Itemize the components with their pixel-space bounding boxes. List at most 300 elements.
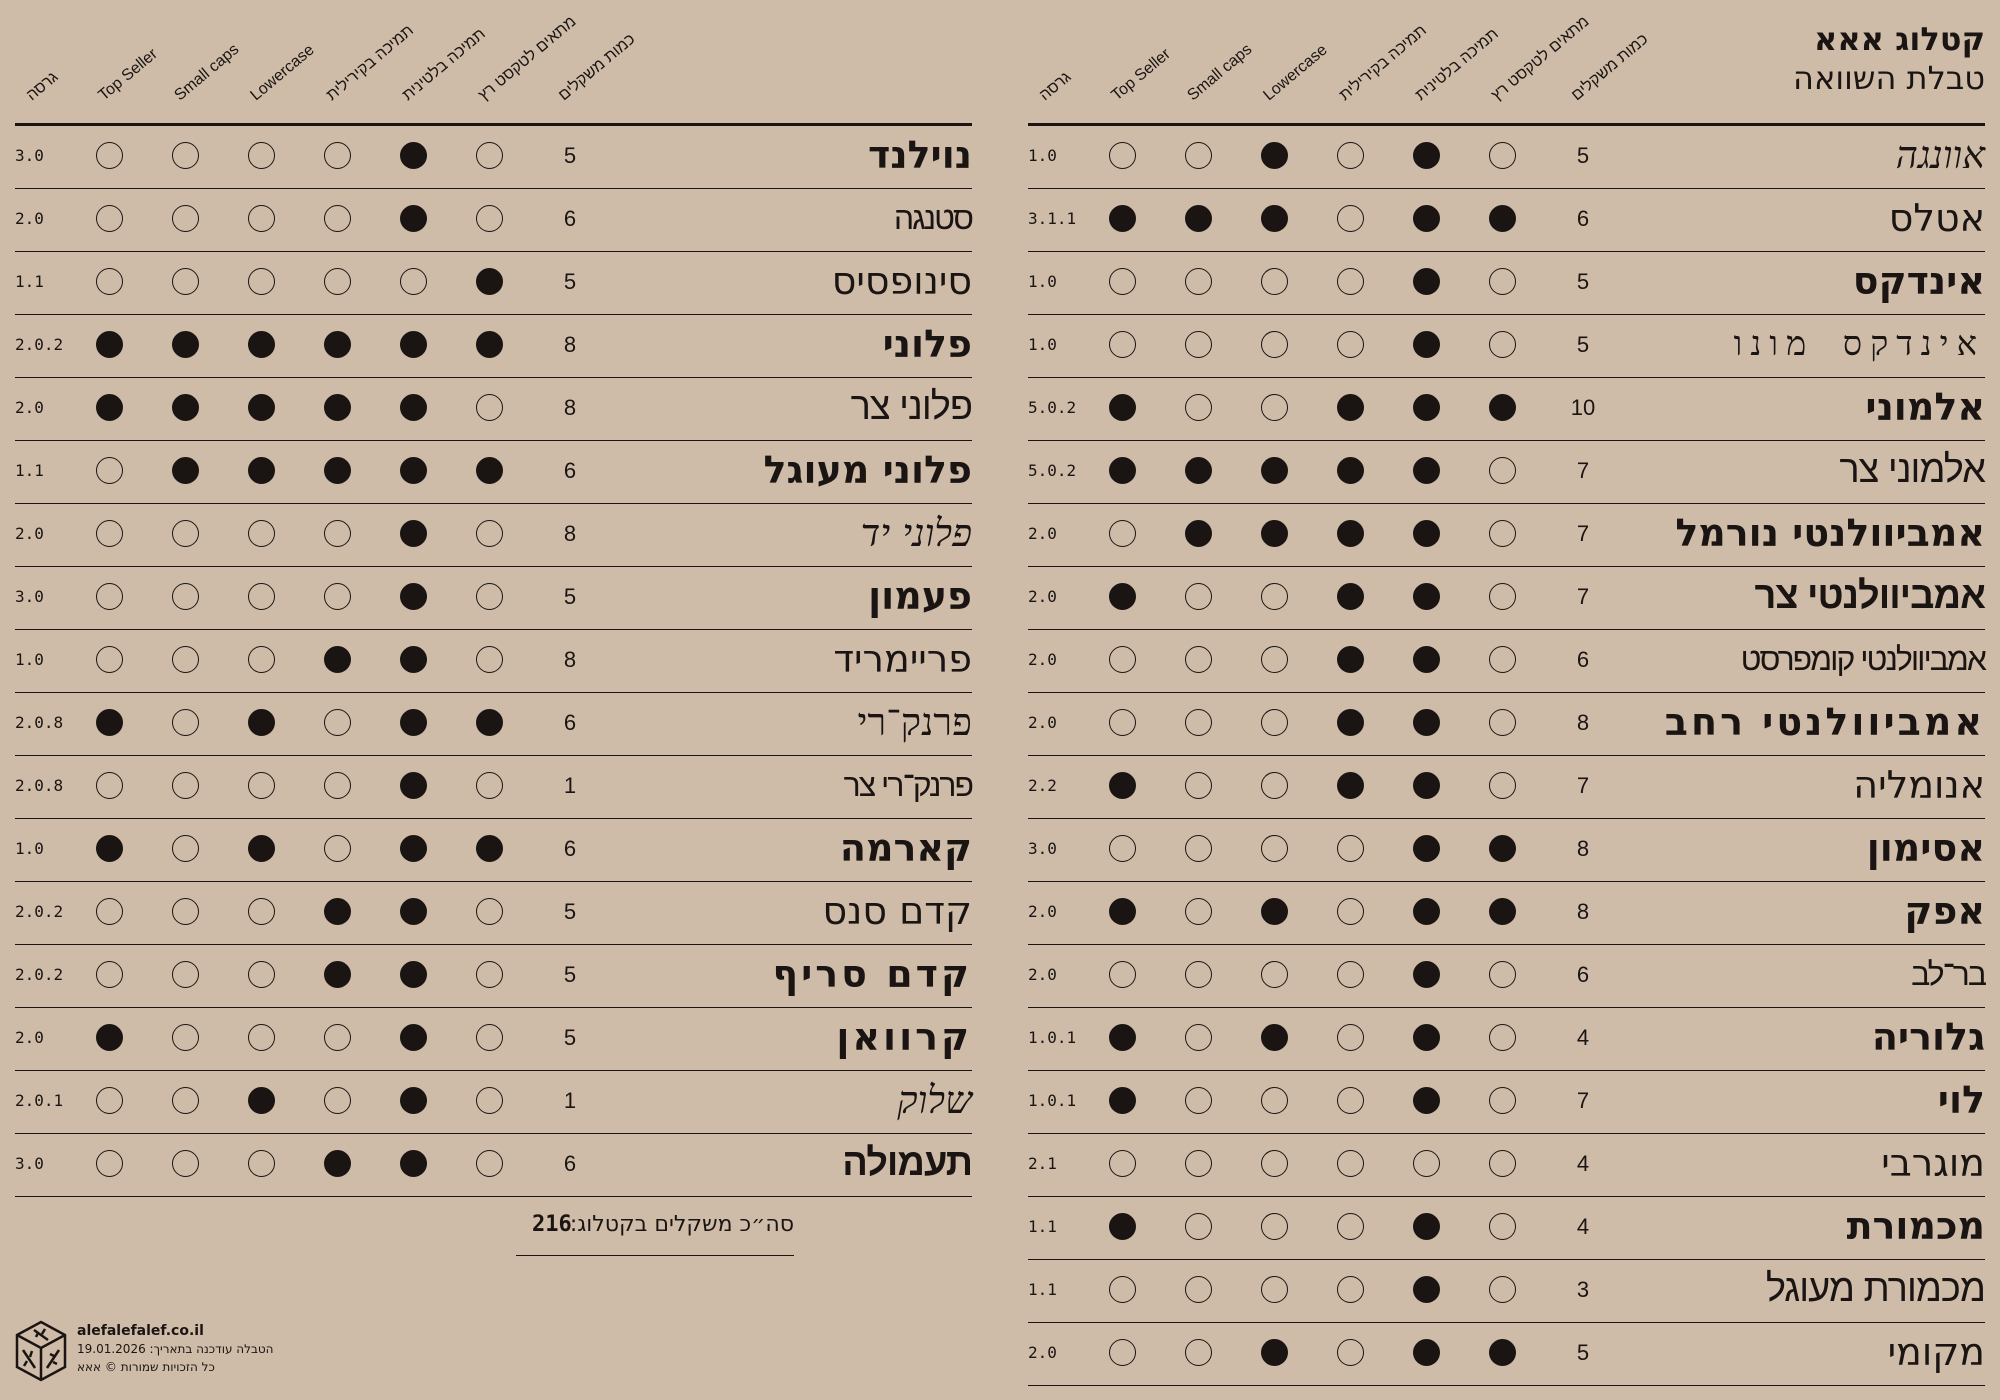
version-cell: 2.0.2 xyxy=(15,902,64,921)
version-cell: 1.0 xyxy=(1028,335,1057,354)
table-row xyxy=(1028,1197,1985,1260)
empty-circle-icon xyxy=(96,646,123,673)
filled-circle-icon xyxy=(1337,457,1364,484)
footer-updated-date: 19.01.2026 xyxy=(77,1342,146,1356)
empty-circle-icon xyxy=(172,961,199,988)
weights-count: 8 xyxy=(1576,836,1590,861)
version-cell: 1.1 xyxy=(1028,1280,1057,1299)
empty-circle-icon xyxy=(1337,1087,1364,1114)
weights-count: 5 xyxy=(563,269,577,294)
empty-circle-icon xyxy=(96,457,123,484)
empty-circle-icon xyxy=(172,1087,199,1114)
filled-circle-icon xyxy=(96,835,123,862)
table-row xyxy=(1028,756,1985,819)
empty-circle-icon xyxy=(1185,268,1212,295)
empty-circle-icon xyxy=(1185,1339,1212,1366)
table-row xyxy=(15,1008,972,1071)
empty-circle-icon xyxy=(476,961,503,988)
weights-count: 7 xyxy=(1576,521,1590,546)
column-header-label: כמות משקלים xyxy=(555,30,639,105)
empty-circle-icon xyxy=(248,1024,275,1051)
filled-circle-icon xyxy=(1413,646,1440,673)
font-name[interactable]: פרנק־רי xyxy=(857,700,972,744)
empty-circle-icon xyxy=(96,772,123,799)
filled-circle-icon xyxy=(1109,772,1136,799)
empty-circle-icon xyxy=(324,1087,351,1114)
weights-count: 1 xyxy=(563,1088,577,1113)
font-name[interactable]: שלוק xyxy=(897,1078,972,1122)
weights-count: 8 xyxy=(563,332,577,357)
weights-count: 10 xyxy=(1570,395,1596,420)
version-cell: 3.0 xyxy=(15,587,44,606)
empty-circle-icon xyxy=(1185,835,1212,862)
filled-circle-icon xyxy=(1413,1087,1440,1114)
filled-circle-icon xyxy=(476,835,503,862)
footer-updated xyxy=(77,1340,274,1358)
filled-circle-icon xyxy=(248,709,275,736)
table-row xyxy=(15,819,972,882)
filled-circle-icon xyxy=(1185,457,1212,484)
version-cell: 2.0 xyxy=(1028,902,1057,921)
filled-circle-icon xyxy=(1261,142,1288,169)
empty-circle-icon xyxy=(1185,142,1212,169)
empty-circle-icon xyxy=(96,268,123,295)
empty-circle-icon xyxy=(1185,961,1212,988)
version-cell: 2.0.8 xyxy=(15,776,64,795)
empty-circle-icon xyxy=(172,583,199,610)
column-header-label: תמיכה בלטינית xyxy=(1412,25,1502,105)
weights-count: 7 xyxy=(1576,584,1590,609)
table-row xyxy=(15,882,972,945)
font-name[interactable]: אנומליה xyxy=(1853,763,1985,807)
font-name[interactable]: פלוני מעוגל xyxy=(763,448,972,492)
table-row xyxy=(15,315,972,378)
font-name[interactable]: פלוני יד xyxy=(860,511,972,555)
table-row xyxy=(15,126,972,189)
total-label: סה״כ משקלים בקטלוג: xyxy=(569,1212,794,1237)
filled-circle-icon xyxy=(1109,898,1136,925)
empty-circle-icon xyxy=(1489,331,1516,358)
empty-circle-icon xyxy=(476,1024,503,1051)
filled-circle-icon xyxy=(1413,268,1440,295)
version-cell: 1.0.1 xyxy=(1028,1091,1077,1110)
table-row xyxy=(1028,252,1985,315)
weights-count: 8 xyxy=(563,521,577,546)
column-header-label: גרסה xyxy=(1036,68,1075,105)
font-name[interactable]: פלוני xyxy=(882,322,972,366)
column-header-label: Lowercase xyxy=(247,41,318,105)
empty-circle-icon xyxy=(1489,520,1516,547)
filled-circle-icon xyxy=(96,709,123,736)
version-cell: 2.1 xyxy=(1028,1154,1057,1173)
filled-circle-icon xyxy=(400,1150,427,1177)
version-cell: 1.0 xyxy=(15,650,44,669)
empty-circle-icon xyxy=(1337,142,1364,169)
table-row xyxy=(1028,378,1985,441)
empty-circle-icon xyxy=(1261,268,1288,295)
empty-circle-icon xyxy=(96,142,123,169)
empty-circle-icon xyxy=(1261,583,1288,610)
table-row xyxy=(15,1134,972,1197)
filled-circle-icon xyxy=(476,331,503,358)
filled-circle-icon xyxy=(324,457,351,484)
version-cell: 3.0 xyxy=(15,146,44,165)
filled-circle-icon xyxy=(1413,520,1440,547)
weights-count: 4 xyxy=(1576,1151,1590,1176)
filled-circle-icon xyxy=(1489,394,1516,421)
empty-circle-icon xyxy=(248,646,275,673)
empty-circle-icon xyxy=(1185,772,1212,799)
column-header-label: תמיכה בלטינית xyxy=(399,25,489,105)
filled-circle-icon xyxy=(1337,583,1364,610)
empty-circle-icon xyxy=(476,520,503,547)
font-name[interactable]: פרנק־רי צר xyxy=(843,767,972,803)
empty-circle-icon xyxy=(96,1150,123,1177)
version-cell: 2.0 xyxy=(1028,713,1057,732)
version-cell: 2.0 xyxy=(15,398,44,417)
empty-circle-icon xyxy=(1185,1024,1212,1051)
weights-count: 8 xyxy=(1576,899,1590,924)
empty-circle-icon xyxy=(1185,709,1212,736)
weights-count: 8 xyxy=(563,647,577,672)
font-name[interactable]: אלמוני xyxy=(1865,385,1985,429)
empty-circle-icon xyxy=(96,961,123,988)
empty-circle-icon xyxy=(96,205,123,232)
footer-updated-label: הטבלה עודכנה בתאריך: xyxy=(149,1342,274,1356)
empty-circle-icon xyxy=(1185,394,1212,421)
filled-circle-icon xyxy=(1109,1213,1136,1240)
filled-circle-icon xyxy=(400,898,427,925)
font-name[interactable]: סינופסיס xyxy=(831,259,972,303)
empty-circle-icon xyxy=(1185,583,1212,610)
empty-circle-icon xyxy=(248,205,275,232)
table-row xyxy=(1028,1134,1985,1197)
footer xyxy=(15,1320,295,1382)
table-row xyxy=(1028,126,1985,189)
empty-circle-icon xyxy=(96,1087,123,1114)
font-name[interactable]: תעמולה xyxy=(842,1142,972,1184)
empty-circle-icon xyxy=(1109,835,1136,862)
font-name[interactable]: אוונגה xyxy=(1895,133,1985,177)
table-row xyxy=(15,378,972,441)
weights-count: 4 xyxy=(1576,1214,1590,1239)
font-name[interactable]: מוגרבי xyxy=(1881,1141,1985,1185)
version-cell: 2.0 xyxy=(1028,587,1057,606)
filled-circle-icon xyxy=(1185,520,1212,547)
empty-circle-icon xyxy=(324,1024,351,1051)
empty-circle-icon xyxy=(172,772,199,799)
empty-circle-icon xyxy=(400,268,427,295)
font-name[interactable]: גלוריה xyxy=(1871,1015,1985,1059)
filled-circle-icon xyxy=(1337,709,1364,736)
filled-circle-icon xyxy=(1489,1339,1516,1366)
filled-circle-icon xyxy=(324,646,351,673)
filled-circle-icon xyxy=(1337,772,1364,799)
version-cell: 1.0 xyxy=(1028,272,1057,291)
version-cell: 2.0.2 xyxy=(15,335,64,354)
filled-circle-icon xyxy=(400,583,427,610)
footer-copyright: כל הזכויות שמורות © אאא xyxy=(77,1360,215,1374)
weights-count: 6 xyxy=(1576,647,1590,672)
empty-circle-icon xyxy=(248,772,275,799)
column-header-label: Lowercase xyxy=(1260,41,1331,105)
footer-site-link[interactable]: alefalefalef.co.il xyxy=(77,1323,204,1339)
empty-circle-icon xyxy=(1489,772,1516,799)
empty-circle-icon xyxy=(1489,1150,1516,1177)
filled-circle-icon xyxy=(1413,961,1440,988)
version-cell: 5.0.2 xyxy=(1028,398,1077,417)
empty-circle-icon xyxy=(1337,1339,1364,1366)
font-name[interactable]: לוי xyxy=(1937,1078,1985,1122)
empty-circle-icon xyxy=(1261,1087,1288,1114)
font-name[interactable]: אינדקס מונו xyxy=(1733,324,1985,364)
empty-circle-icon xyxy=(172,142,199,169)
filled-circle-icon xyxy=(1489,898,1516,925)
filled-circle-icon xyxy=(172,331,199,358)
filled-circle-icon xyxy=(96,394,123,421)
font-name[interactable]: פעמון xyxy=(868,574,972,618)
table-row xyxy=(15,567,972,630)
empty-circle-icon xyxy=(476,772,503,799)
total-weights xyxy=(516,1205,794,1256)
filled-circle-icon xyxy=(1337,646,1364,673)
version-cell: 1.1 xyxy=(15,272,44,291)
table-row xyxy=(15,756,972,819)
empty-circle-icon xyxy=(248,268,275,295)
empty-circle-icon xyxy=(1109,1276,1136,1303)
font-name[interactable]: קרוואן xyxy=(836,1015,972,1059)
weights-count: 4 xyxy=(1576,1025,1590,1050)
empty-circle-icon xyxy=(172,709,199,736)
empty-circle-icon xyxy=(1337,1150,1364,1177)
empty-circle-icon xyxy=(1185,898,1212,925)
weights-count: 5 xyxy=(1576,143,1590,168)
table-row xyxy=(1028,189,1985,252)
column-header-label: תמיכה בקירילית xyxy=(1336,21,1430,105)
empty-circle-icon xyxy=(1261,394,1288,421)
filled-circle-icon xyxy=(400,709,427,736)
filled-circle-icon xyxy=(248,835,275,862)
comparison-table-left xyxy=(15,123,972,1197)
weights-count: 8 xyxy=(563,395,577,420)
empty-circle-icon xyxy=(1109,961,1136,988)
empty-circle-icon xyxy=(1337,961,1364,988)
font-name[interactable]: אמביוולנטי צר xyxy=(1754,575,1985,617)
empty-circle-icon xyxy=(476,1087,503,1114)
filled-circle-icon xyxy=(400,835,427,862)
table-row xyxy=(1028,630,1985,693)
weights-count: 8 xyxy=(1576,710,1590,735)
filled-circle-icon xyxy=(324,961,351,988)
filled-circle-icon xyxy=(1413,457,1440,484)
table-row xyxy=(15,630,972,693)
catalog-title: קטלוג אאא xyxy=(1814,20,1985,58)
weights-count: 5 xyxy=(1576,332,1590,357)
filled-circle-icon xyxy=(1413,583,1440,610)
empty-circle-icon xyxy=(324,520,351,547)
filled-circle-icon xyxy=(1337,520,1364,547)
weights-count: 7 xyxy=(1576,458,1590,483)
table-row xyxy=(1028,1323,1985,1386)
version-cell: 2.0.1 xyxy=(15,1091,64,1110)
filled-circle-icon xyxy=(1109,394,1136,421)
font-name[interactable]: בר־לב xyxy=(1911,956,1985,992)
font-name[interactable]: קארמה xyxy=(839,826,972,870)
column-header-label: Small caps xyxy=(171,40,243,105)
font-name[interactable]: אינדקס xyxy=(1852,259,1985,303)
filled-circle-icon xyxy=(1413,394,1440,421)
table-row xyxy=(1028,882,1985,945)
font-name[interactable]: אמביוולנטי קומפרסט xyxy=(1740,641,1985,677)
filled-circle-icon xyxy=(1185,205,1212,232)
font-name[interactable]: סטנגה xyxy=(893,200,972,236)
font-name[interactable]: אמביוולנטי נורמל xyxy=(1675,511,1985,555)
weights-count: 5 xyxy=(563,899,577,924)
version-cell: 3.0 xyxy=(15,1154,44,1173)
empty-circle-icon xyxy=(1261,709,1288,736)
empty-circle-icon xyxy=(1109,1150,1136,1177)
empty-circle-icon xyxy=(1109,646,1136,673)
empty-circle-icon xyxy=(1261,1276,1288,1303)
empty-circle-icon xyxy=(1489,1087,1516,1114)
filled-circle-icon xyxy=(1261,898,1288,925)
font-name[interactable]: אפק xyxy=(1904,889,1985,933)
filled-circle-icon xyxy=(324,394,351,421)
filled-circle-icon xyxy=(1413,205,1440,232)
empty-circle-icon xyxy=(172,898,199,925)
empty-circle-icon xyxy=(324,583,351,610)
version-cell: 1.1 xyxy=(15,461,44,480)
font-name[interactable]: מקומי xyxy=(1887,1330,1985,1374)
table-row xyxy=(15,189,972,252)
table-row xyxy=(1028,819,1985,882)
filled-circle-icon xyxy=(1109,1024,1136,1051)
filled-circle-icon xyxy=(96,1024,123,1051)
font-name[interactable]: קדם סנס xyxy=(822,889,972,933)
empty-circle-icon xyxy=(248,961,275,988)
column-header-label: כמות משקלים xyxy=(1568,30,1652,105)
empty-circle-icon xyxy=(1337,1276,1364,1303)
empty-circle-icon xyxy=(172,268,199,295)
font-name[interactable]: אלמוני צר xyxy=(1839,449,1985,491)
aaa-logo-icon xyxy=(15,1320,67,1382)
weights-count: 6 xyxy=(563,710,577,735)
empty-circle-icon xyxy=(1109,709,1136,736)
left-panel xyxy=(15,0,972,1400)
right-panel xyxy=(1028,0,1985,1400)
font-name[interactable]: מכמורת מעוגל xyxy=(1765,1268,1985,1310)
font-name[interactable]: אמביוולנטי רחב xyxy=(1664,700,1985,744)
version-cell: 2.0 xyxy=(15,1028,44,1047)
total-value: 216 xyxy=(532,1212,572,1237)
empty-circle-icon xyxy=(1337,898,1364,925)
font-name[interactable]: אטלס xyxy=(1888,196,1985,240)
table-row xyxy=(15,441,972,504)
empty-circle-icon xyxy=(1337,331,1364,358)
empty-circle-icon xyxy=(1337,205,1364,232)
filled-circle-icon xyxy=(324,898,351,925)
filled-circle-icon xyxy=(400,646,427,673)
column-header-label: מתאים לטקסט רץ xyxy=(475,13,580,105)
empty-circle-icon xyxy=(1261,835,1288,862)
filled-circle-icon xyxy=(400,961,427,988)
page-subtitle: טבלת השוואה xyxy=(1793,59,1985,97)
font-name[interactable]: אסימון xyxy=(1866,826,1985,870)
font-name[interactable]: מכמורת xyxy=(1846,1204,1985,1248)
filled-circle-icon xyxy=(400,1087,427,1114)
table-row xyxy=(1028,693,1985,756)
version-cell: 1.0 xyxy=(1028,146,1057,165)
table-row xyxy=(1028,945,1985,1008)
version-cell: 1.1 xyxy=(1028,1217,1057,1236)
empty-circle-icon xyxy=(1261,772,1288,799)
weights-count: 5 xyxy=(1576,269,1590,294)
weights-count: 6 xyxy=(563,458,577,483)
weights-count: 6 xyxy=(1576,962,1590,987)
empty-circle-icon xyxy=(1261,646,1288,673)
empty-circle-icon xyxy=(1489,709,1516,736)
font-name[interactable]: נוילנד xyxy=(868,133,972,177)
font-name[interactable]: פלוני צר xyxy=(850,386,972,428)
empty-circle-icon xyxy=(476,898,503,925)
filled-circle-icon xyxy=(1109,1087,1136,1114)
empty-circle-icon xyxy=(476,394,503,421)
font-name[interactable]: פריימריד xyxy=(833,637,972,681)
empty-circle-icon xyxy=(1261,1150,1288,1177)
empty-circle-icon xyxy=(96,520,123,547)
filled-circle-icon xyxy=(1413,1276,1440,1303)
table-row xyxy=(1028,567,1985,630)
empty-circle-icon xyxy=(1109,268,1136,295)
empty-circle-icon xyxy=(1109,142,1136,169)
filled-circle-icon xyxy=(324,1150,351,1177)
empty-circle-icon xyxy=(1185,331,1212,358)
empty-circle-icon xyxy=(248,520,275,547)
filled-circle-icon xyxy=(1413,835,1440,862)
version-cell: 2.0 xyxy=(1028,524,1057,543)
weights-count: 1 xyxy=(563,773,577,798)
version-cell: 2.0.2 xyxy=(15,965,64,984)
empty-circle-icon xyxy=(1185,1213,1212,1240)
filled-circle-icon xyxy=(172,457,199,484)
empty-circle-icon xyxy=(248,142,275,169)
filled-circle-icon xyxy=(1261,1339,1288,1366)
empty-circle-icon xyxy=(1261,961,1288,988)
comparison-table-right xyxy=(1028,123,1985,1386)
version-cell: 1.0.1 xyxy=(1028,1028,1077,1047)
filled-circle-icon xyxy=(400,772,427,799)
version-cell: 3.0 xyxy=(1028,839,1057,858)
table-row xyxy=(15,1071,972,1134)
filled-circle-icon xyxy=(248,1087,275,1114)
filled-circle-icon xyxy=(248,331,275,358)
empty-circle-icon xyxy=(248,583,275,610)
empty-circle-icon xyxy=(476,583,503,610)
empty-circle-icon xyxy=(1337,1024,1364,1051)
column-header-label: Top Seller xyxy=(95,45,161,105)
filled-circle-icon xyxy=(172,394,199,421)
table-row xyxy=(15,693,972,756)
version-cell: 3.1.1 xyxy=(1028,209,1077,228)
empty-circle-icon xyxy=(96,898,123,925)
empty-circle-icon xyxy=(1337,1213,1364,1240)
font-name[interactable]: קדם סריף xyxy=(772,952,972,996)
empty-circle-icon xyxy=(1261,1213,1288,1240)
table-row xyxy=(1028,441,1985,504)
empty-circle-icon xyxy=(476,142,503,169)
empty-circle-icon xyxy=(1489,1276,1516,1303)
empty-circle-icon xyxy=(1109,1339,1136,1366)
